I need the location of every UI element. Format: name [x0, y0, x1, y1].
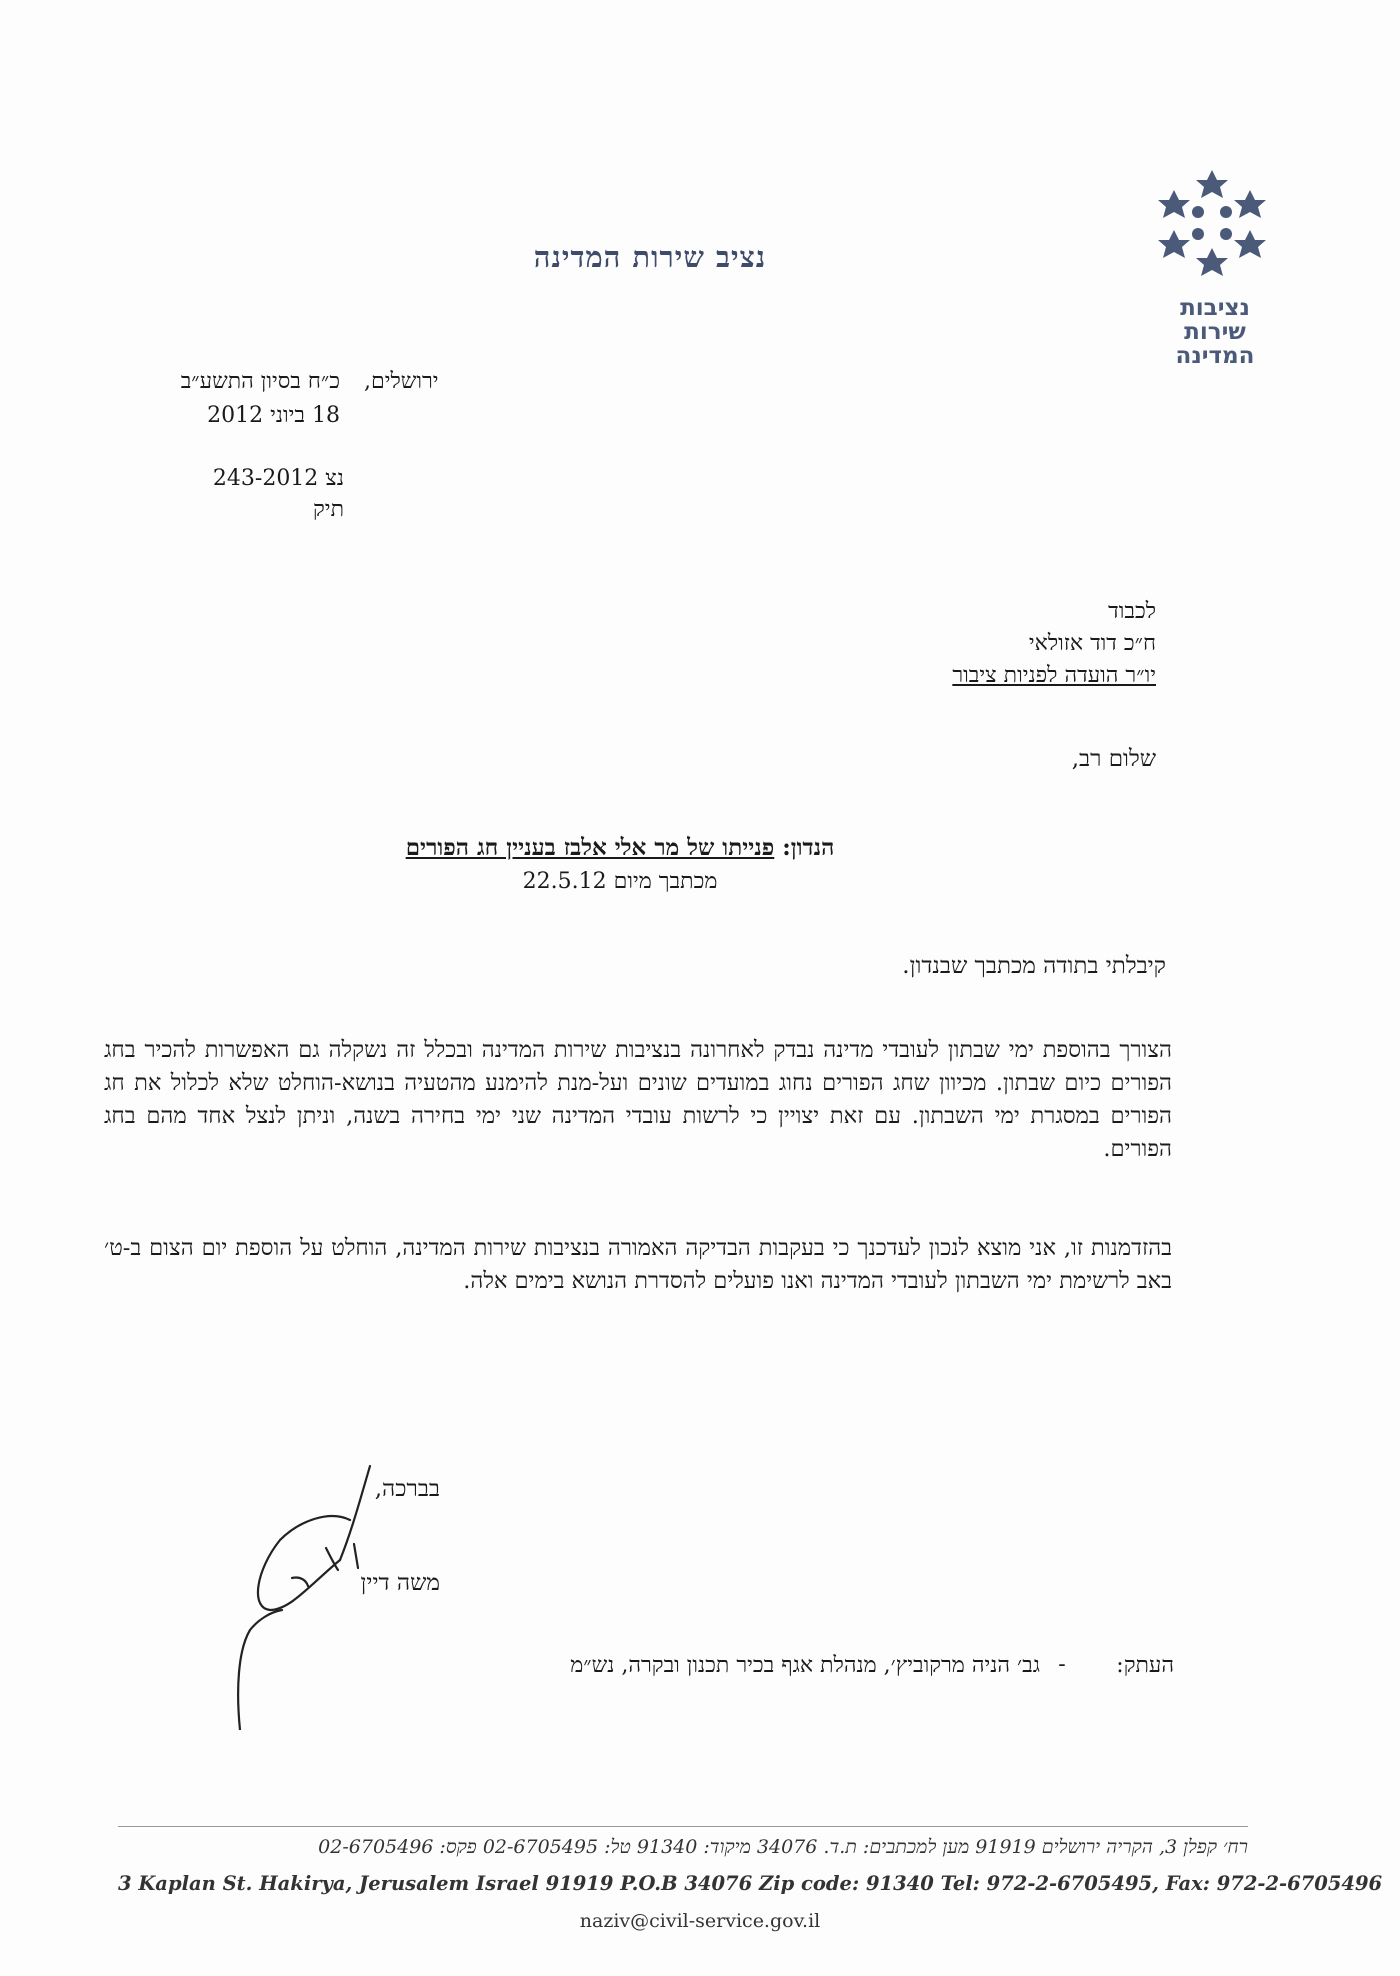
acknowledgement: קיבלתי בתודה מכתבך שבנדון. — [902, 953, 1166, 979]
city: ירושלים, — [364, 369, 439, 394]
gregorian-date: 18 ביוני 2012 — [207, 403, 340, 428]
file-label: תיק — [313, 497, 344, 522]
star-cluster-logo-icon — [1152, 168, 1272, 288]
subject-label: הנדון: — [782, 834, 835, 861]
hebrew-date: כ״ח בסיון התשע״ב — [180, 369, 340, 394]
logo-line: נציבות — [1180, 295, 1250, 321]
logo-line: שירות — [1184, 319, 1246, 345]
recipient-salutation: לכבוד — [1108, 599, 1156, 624]
recipient-title — [800, 662, 1156, 688]
footer-hebrew-address: רח׳ קפלן 3, הקריה ירושלים 91919 מען למכתבים: ת.ד. 34076 מיקוד: 91340 טל: 02-6705495 פקס: 02-6705496 — [318, 1836, 1248, 1858]
body-paragraph: הצורך בהוספת ימי שבתון לעובדי מדינה נבדק לאחרונה בנציבות שירות המדינה ובכלל זה נשקלה גם האפשרות להכיר בחג הפורים כיום שבתון. מכיוון שחג הפורים נחוג במועדים שונים ועל-מנת להימנע מהטעיה בנושא-הוחלט שלא לכלול את חג הפורים במסגרת ימי השבתון. עם זאת יצויין כי לרשות עובדי המדינה שני ימי בחירה בשנה, וניתן לנצל אחד מהם בחג הפורים. — [104, 1037, 1172, 1162]
closing-salutation: בברכה, — [374, 1476, 440, 1502]
logo-wordmark — [1170, 296, 1260, 368]
footer-email: naziv@civil-service.gov.il — [579, 1910, 821, 1932]
letterhead-title: נציב שירות המדינה — [533, 240, 767, 274]
greeting: שלום רב, — [1071, 746, 1156, 772]
signer-name: משה דיין — [360, 1570, 440, 1596]
cc-label: העתק: — [1116, 1653, 1174, 1678]
recipient-name: ח״כ דוד אזולאי — [1028, 631, 1156, 656]
cc-dash: - — [1058, 1652, 1066, 1677]
cc-recipient: גב׳ הניה מרקוביץ׳, מנהלת אגף בכיר תכנון ובקרה, נש״מ — [570, 1653, 1040, 1678]
subject-line — [340, 834, 900, 861]
subject-text: פנייתו של מר אלי אלבז בעניין חג הפורים — [405, 834, 775, 861]
body-paragraph: בהזדמנות זו, אני מוצא לנכון לעדכנך כי בעקבות הבדיקה האמורה בנציבות שירות המדינה, הוחלט על הוספת יום הצום ב-ט׳ באב לרשימת ימי השבתון לעובדי המדינה ואנו פועלים להסדרת הנושא בימים אלה. — [104, 1235, 1172, 1294]
reference-number: נצ 243-2012 — [212, 466, 344, 491]
logo-line: המדינה — [1175, 343, 1255, 369]
footer-divider — [118, 1826, 1248, 1827]
footer-english-address: 3 Kaplan St. Hakirya, Jerusalem Israel 91919 P.O.B 34076 Zip code: 91340 Tel: 972-2-6705495, Fax: 972-2-6705496 — [118, 1872, 1383, 1895]
subject-reference: מכתבך מיום 22.5.12 — [522, 869, 718, 894]
recipient-title-text: יו״ר הועדה לפניות ציבור — [952, 663, 1156, 688]
